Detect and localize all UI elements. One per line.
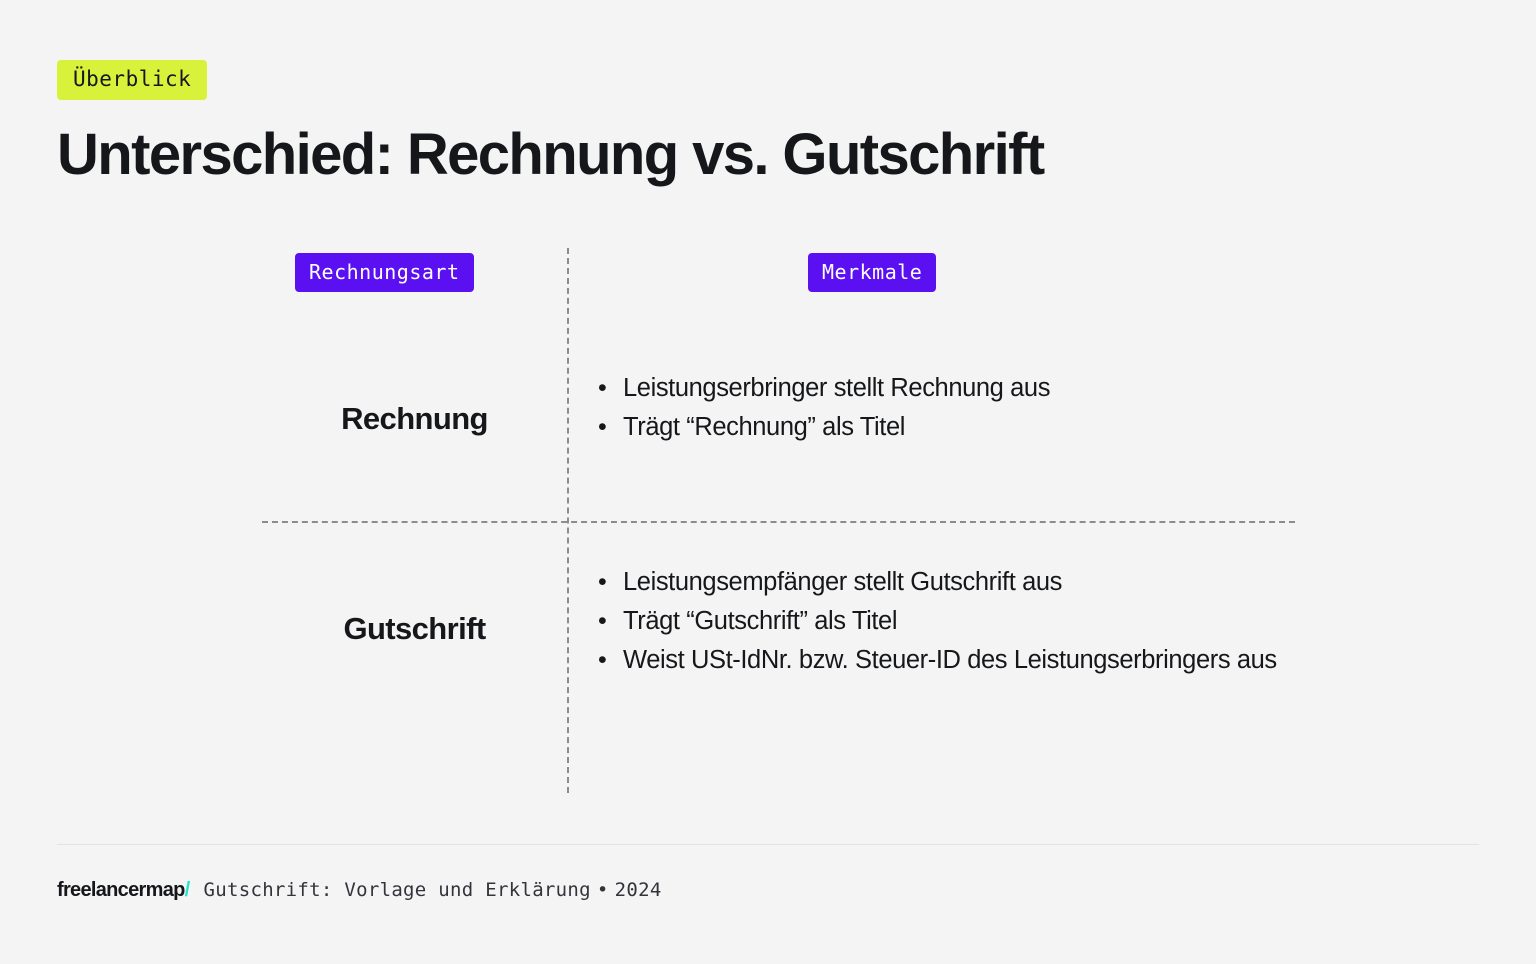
page-title: Unterschied: Rechnung vs. Gutschrift — [57, 122, 1044, 187]
column-header-merkmale: Merkmale — [808, 253, 936, 292]
list-item: • Trägt “Rechnung” als Titel — [592, 408, 1292, 447]
footer — [57, 879, 662, 902]
feature-list-gutschrift — [592, 563, 1292, 680]
footer-meta — [204, 879, 662, 901]
footer-year: 2024 — [614, 879, 662, 901]
feature-list-rechnung — [592, 369, 1292, 447]
row-label-rechnung: Rechnung — [341, 401, 488, 436]
footer-document-title: Gutschrift: Vorlage und Erklärung — [203, 879, 591, 901]
brand-logo — [57, 879, 190, 902]
column-header-rechnungsart: Rechnungsart — [295, 253, 474, 292]
footer-divider — [57, 844, 1479, 845]
footer-separator: • — [596, 879, 609, 901]
list-item: • Leistungsempfänger stellt Gutschrift aus — [592, 563, 1292, 602]
list-item: • Trägt “Gutschrift” als Titel — [592, 602, 1292, 641]
brand-slash: / — [184, 879, 190, 901]
eyebrow-badge: Überblick — [57, 60, 207, 100]
row-label-gutschrift: Gutschrift — [343, 611, 486, 646]
list-item: • Leistungserbringer stellt Rechnung aus — [592, 369, 1292, 408]
comparison-table — [262, 248, 1295, 793]
horizontal-divider — [262, 521, 1295, 523]
list-item: • Weist USt-IdNr. bzw. Steuer-ID des Leistungserbringers aus — [592, 641, 1292, 680]
brand-name: freelancermap — [57, 879, 185, 901]
